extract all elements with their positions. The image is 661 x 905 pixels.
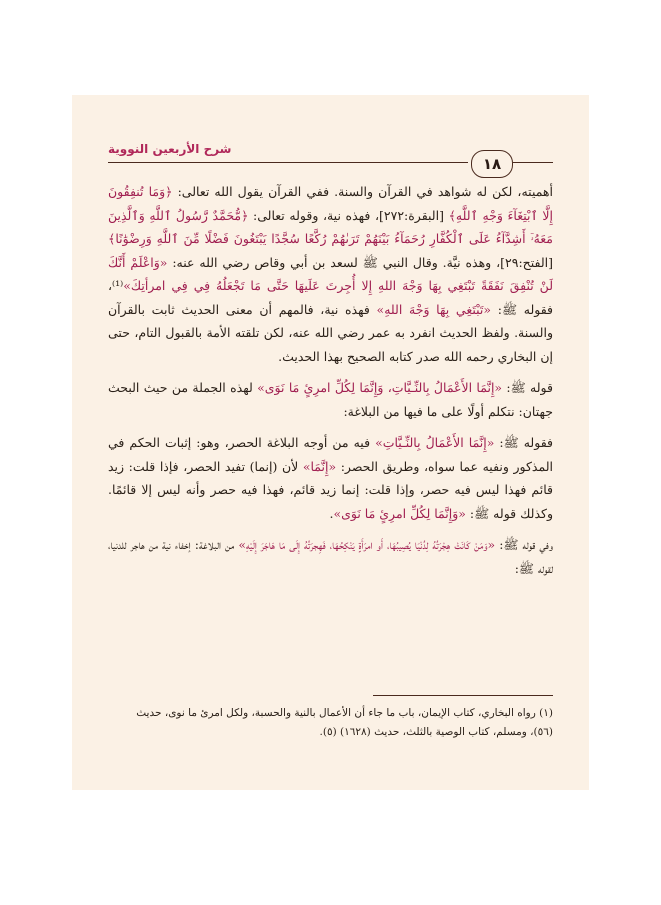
- running-title: شرح الأربعين النووية: [108, 142, 232, 156]
- footnote-line-2: (٥٦)، ومسلم، كتاب الوصية بالثلث، حديث (١٦٢٨) (٥).: [319, 726, 553, 738]
- paragraph-3: [108, 431, 553, 525]
- footnote-rule: [373, 695, 553, 696]
- hadith-quote: «إِنَّمَا الأَعْمَالُ بِالنِّـيَّاتِ»: [375, 435, 495, 450]
- hadith-quote: «وَمَنْ كَانَتْ هِجْرَتُهُ لِدُنْيَا يُصِيبُهَا، أَو امرَأَةٍ يَنْكِحُهَا، فَهِجرَتُهُ إِلَى مَا هَاجَرَ إِلَيْهِ»: [238, 537, 496, 552]
- paragraph-2: [108, 376, 553, 423]
- quran-quote: ﴿وَمَا تُنفِقُونَ إِلَّا ٱبْتِغَآءَ وَجْهِ ٱللَّهِ﴾: [108, 184, 554, 223]
- text-segment: [الفتح:٢٩]، وهذه نيَّة. وقال النبي ﷺ لسعد بن أبي وقاص رضي الله عنه:: [167, 254, 553, 270]
- text-segment: من البلاغة: إخفاء نية من هاجر للدنيا، لقوله ﷺ:: [108, 537, 553, 576]
- text-segment: .: [329, 505, 334, 521]
- text-segment: وفي قوله ﷺ:: [495, 537, 554, 552]
- text-segment: أهميته، لكن له شواهد في القرآن والسنة. ففي القرآن يقول الله تعالى:: [172, 184, 554, 199]
- text-segment: [البقرة:٢٧٢]، فهذه نية، وقوله تعالى:: [248, 207, 449, 223]
- hadith-quote: «إِنَّمَا الأَعْمَالُ بِالنِّـيَّاتِ، وَإِنَّمَا لِكُلِّ امرِئٍ مَا نَوَى»: [257, 380, 503, 395]
- paragraph-1: [108, 180, 553, 368]
- page-number: ١٨: [471, 150, 513, 178]
- hadith-quote: «تَبْتَغِي بِهَا وَجْهَ اللهِ»: [376, 301, 492, 317]
- paragraph-4: [108, 533, 553, 580]
- main-text: [108, 180, 553, 588]
- text-segment: فقوله ﷺ:: [494, 435, 553, 450]
- footnote-1: [108, 704, 553, 742]
- hadith-quote: «وَاعْلَمْ أَنَّكَ لَنْ تُنْفِقَ نَفَقَةً تَبْتَغِي بِهَا وَجْهَ اللهِ إِلا أُجِرتَ عَلَيهَا حَتَّى مَا تَجْعَلُهُ فِي فِي امرأتِكَ»: [108, 254, 553, 293]
- hadith-quote: «إِنَّمَا»: [302, 458, 337, 474]
- header-rule-right: [513, 162, 553, 163]
- text-segment: لهذه الجملة من حيث البحث جهتان: نتكلم أولًا على ما فيها من البلاغة:: [108, 380, 553, 419]
- hadith-quote: «وَإِنَّمَا لِكُلِّ امرِئٍ مَا نَوَى»: [333, 505, 466, 521]
- text-segment: لأن (إنما) تفيد الحصر، فإذا قلت: زيد قائم فهذا ليس فيه حصر، وإذا قلت: إنما زيد قائم، فهذا فيه حصر وأنه ليس إلا قائمًا. وكذلك قوله ﷺ:: [108, 458, 553, 521]
- text-segment: فيه من أوجه البلاغة الحصر، وهو: إثبات الحكم في المذكور ونفيه عما سواه، وطريق الحصر:: [108, 435, 553, 474]
- text-segment: ⁽¹⁾، فقوله ﷺ:: [108, 278, 554, 317]
- text-segment: قوله ﷺ:: [502, 380, 553, 395]
- header-rule: [108, 162, 468, 163]
- footnote-line-1: (١) رواه البخاري، كتاب الإيمان، باب ما جاء أن الأعمال بالنية والحسبة، ولكل امرئ ما نوى، حديث: [136, 707, 553, 719]
- page-header: [108, 140, 553, 173]
- text-segment: فهذه نية، فالمهم أن معنى الحديث ثابت بالقرآن والسنة. ولفظ الحديث انفرد به عمر رضي الله عنه، لكن تلقته الأمة بالقبول التام، حتى إن البخاري رحمه الله صدر كتابه الصحيح بهذا الحديث.: [108, 301, 553, 364]
- quran-quote: ﴿مُّحَمَّدٌ رَّسُولُ ٱللَّهِ وَٱلَّذِينَ مَعَهُۥٓ أَشِدَّآءُ عَلَى ٱلْكُفَّارِ رُحَمَآءُ بَيْنَهُمْ تَرَىٰهُمْ رُكَّعًا سُجَّدًا يَبْتَغُونَ فَضْلًا مِّنَ ٱللَّهِ وَرِضْوَٰنًا﴾: [108, 207, 553, 246]
- footnotes: [108, 695, 553, 742]
